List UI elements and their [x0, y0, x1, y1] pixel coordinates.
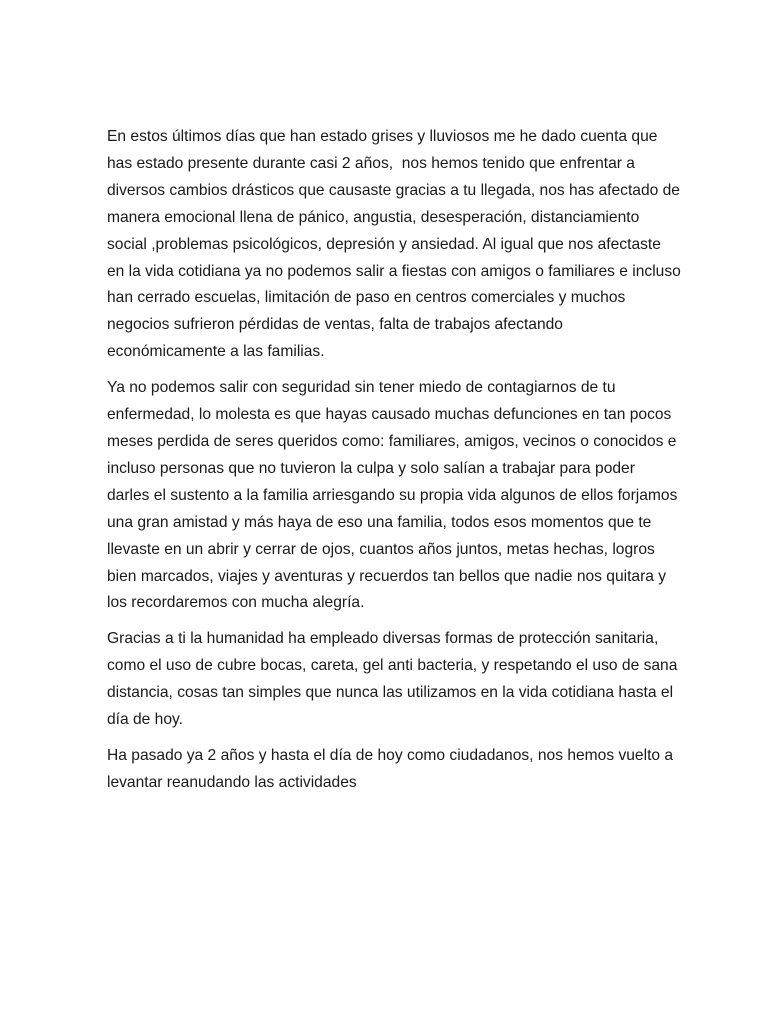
text-line: Ha pasado ya 2 años y hasta el día de hoy como ciudadanos, nos hemos vuelto a: [107, 746, 674, 764]
text-line: meses perdida de seres queridos como: familiares, amigos, vecinos o conocidos e: [107, 432, 677, 450]
text-line: manera emocional llena de pánico, angustia, desesperación, distanciamiento: [107, 208, 640, 226]
text-line: social ,problemas psicológicos, depresión y ansiedad. Al igual que nos afectaste: [107, 235, 661, 253]
text-line: enfermedad, lo molesta es que hayas causado muchas defunciones en tan pocos: [107, 406, 672, 424]
paragraph-4: [107, 743, 674, 797]
text-line: Gracias a ti la humanidad ha empleado diversas formas de protección sanitaria,: [107, 630, 659, 648]
text-line: económicamente a las familias.: [107, 343, 325, 361]
paragraph-3: [107, 626, 678, 734]
text-line: una gran amistad y más haya de eso una familia, todos esos momentos que te: [107, 513, 652, 531]
text-line: llevaste en un abrir y cerrar de ojos, cuantos años juntos, metas hechas, logros: [107, 540, 655, 558]
text-line: los recordaremos con mucha alegría.: [107, 594, 365, 612]
text-line: has estado presente durante casi 2 años, nos hemos tenido que enfrentar a: [107, 154, 635, 172]
text-line: en la vida cotidiana ya no podemos salir a fiestas con amigos o familiares e incluso: [107, 262, 681, 280]
paragraph-2: [107, 375, 678, 617]
text-line: han cerrado escuelas, limitación de paso en centros comerciales y muchos: [107, 289, 626, 307]
text-line: bien marcados, viajes y aventuras y recuerdos tan bellos que nadie nos quitara y: [107, 567, 667, 585]
text-line: darles el sustento a la familia arriesgando su propia vida algunos de ellos forjamos: [107, 486, 678, 504]
text-line: incluso personas que no tuvieron la culpa y solo salían a trabajar para poder: [107, 459, 635, 477]
text-line: como el uso de cubre bocas, careta, gel anti bacteria, y respetando el uso de sana: [107, 657, 678, 675]
text-line: día de hoy.: [107, 711, 184, 729]
text-line: negocios sufrieron pérdidas de ventas, falta de trabajos afectando: [107, 316, 563, 334]
text-line: Ya no podemos salir con seguridad sin tener miedo de contagiarnos de tu: [107, 379, 616, 397]
text-line: distancia, cosas tan simples que nunca las utilizamos en la vida cotidiana hasta el: [107, 684, 674, 702]
text-line: En estos últimos días que han estado grises y lluviosos me he dado cuenta que: [107, 128, 658, 145]
text-line: levantar reanudando las actividades: [107, 773, 357, 791]
text-line: diversos cambios drásticos que causaste gracias a tu llegada, nos has afectado de: [107, 181, 680, 199]
paragraph-1: [107, 124, 681, 366]
document-body: [107, 124, 681, 806]
